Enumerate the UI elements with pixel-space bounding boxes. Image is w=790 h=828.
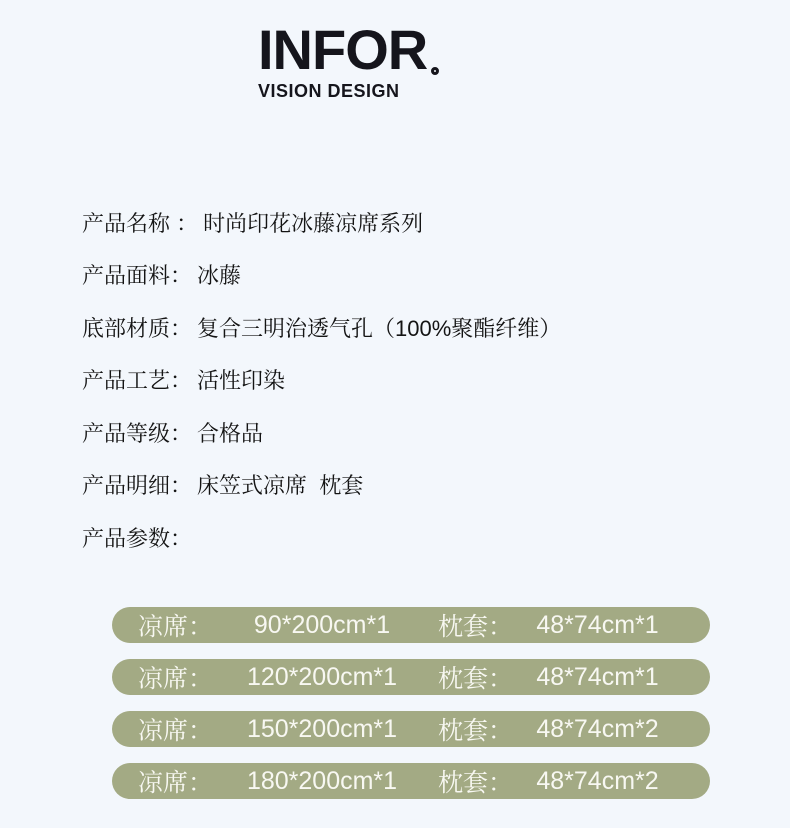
spec-row-craft: [82, 354, 722, 407]
pillow-size: 48*74cm*2: [536, 714, 659, 743]
pillow-size: 48*74cm*2: [536, 766, 659, 795]
mat-size: 180*200cm*1: [246, 766, 398, 795]
brand-subtitle: VISION DESIGN: [258, 81, 400, 101]
mat-size: 90*200cm*1: [253, 610, 391, 639]
param-row-size-90: [112, 607, 710, 643]
mat-size: 120*200cm*1: [246, 662, 398, 691]
spec-row-fabric: [82, 249, 722, 302]
spec-value: 复合三明治透气孔（100%聚酯纤维）: [197, 315, 562, 341]
mat-size: 150*200cm*1: [246, 714, 398, 743]
param-row-size-150: [112, 711, 710, 747]
pillow-size: 48*74cm*1: [536, 610, 659, 639]
spec-row-details: [82, 459, 722, 512]
size-params-table: [112, 607, 710, 815]
spec-label: 产品面料：: [82, 263, 193, 289]
spec-label: 产品工艺：: [82, 368, 193, 394]
brand-name: INFOR: [258, 18, 428, 81]
param-row-size-180: [112, 763, 710, 799]
pillow-size: 48*74cm*1: [536, 662, 659, 691]
pillow-label: 枕套：: [438, 717, 514, 745]
spec-value: 活性印染: [197, 368, 286, 394]
spec-value: 时尚印花冰藤凉席系列: [203, 210, 424, 236]
spec-label: 产品参数：: [82, 525, 193, 551]
spec-label: 产品明细：: [82, 473, 193, 499]
spec-value: 冰藤: [197, 263, 242, 289]
spec-label: 产品名称 ：: [82, 210, 199, 236]
brand-logo: [258, 18, 439, 102]
spec-row-grade: [82, 406, 722, 459]
circle-period-icon: [431, 67, 439, 75]
pillow-label: 枕套：: [438, 769, 514, 797]
spec-row-product-name: [82, 196, 722, 249]
spec-row-parameters-heading: [82, 511, 722, 564]
pillow-label: 枕套：: [438, 613, 514, 641]
spec-row-bottom-material: [82, 301, 722, 354]
mat-label: 凉席：: [138, 717, 214, 745]
mat-label: 凉席：: [138, 613, 214, 641]
param-row-size-120: [112, 659, 710, 695]
product-specs: [82, 196, 722, 564]
spec-value: 合格品: [197, 420, 264, 446]
mat-label: 凉席：: [138, 665, 214, 693]
spec-value: 床笠式凉席 枕套: [197, 473, 364, 499]
spec-label: 底部材质：: [82, 315, 193, 341]
mat-label: 凉席：: [138, 769, 214, 797]
spec-label: 产品等级：: [82, 420, 193, 446]
brand-title-row: [258, 18, 439, 81]
pillow-label: 枕套：: [438, 665, 514, 693]
